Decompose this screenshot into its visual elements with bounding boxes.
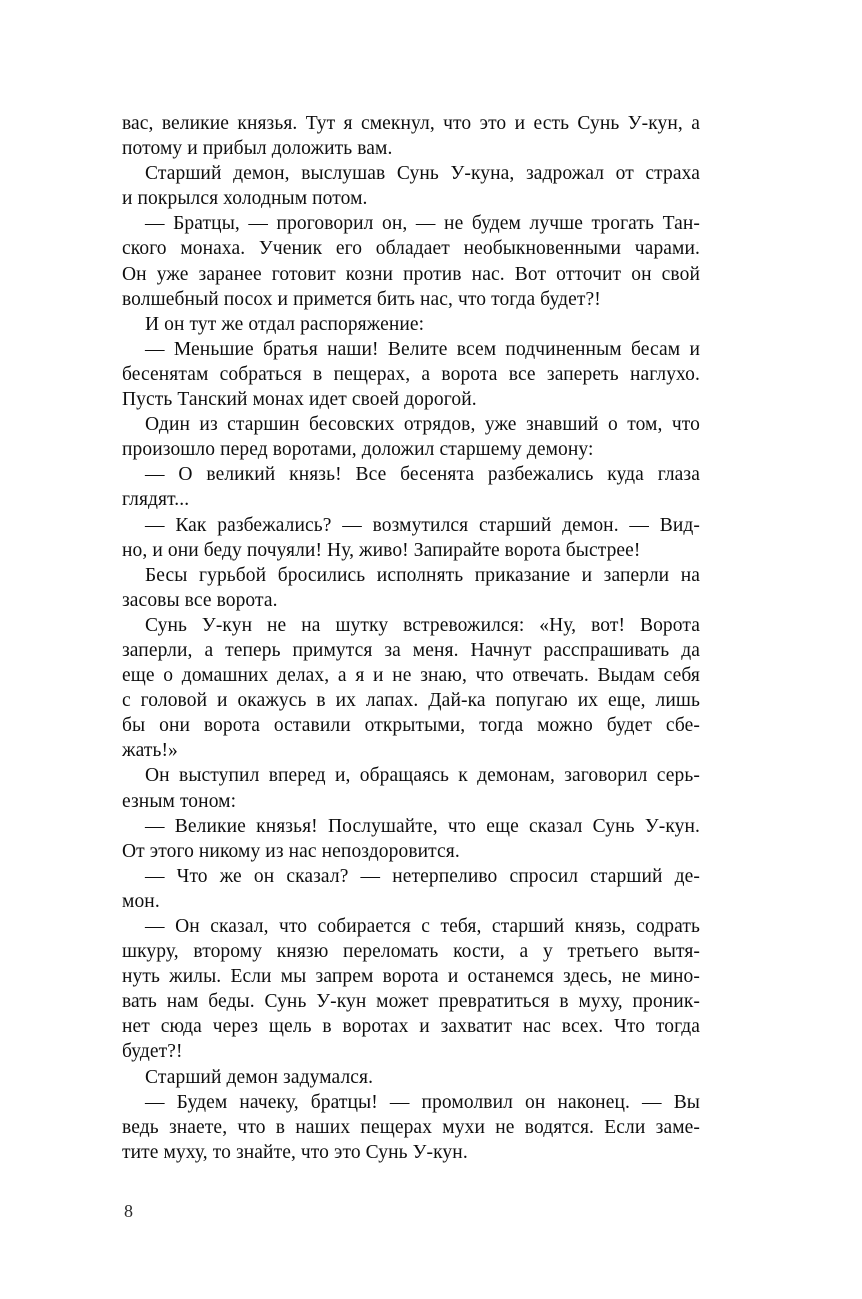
text-line: вать нам беды. Сунь У-кун может превратиться в муху, проник- xyxy=(122,991,700,1013)
text-line: произошло перед воротами, доложил старшему демону: xyxy=(122,439,594,461)
paragraph xyxy=(122,211,700,311)
text-line: глядят... xyxy=(122,489,190,511)
text-line: — Что же он сказал? — нетерпеливо спросил старший де- xyxy=(145,865,700,887)
text-line: еще о домашних делах, а я и не знаю, что отвечать. Выдам себя xyxy=(122,665,700,687)
paragraph xyxy=(122,563,700,613)
text-line: И он тут же отдал распоряжение: xyxy=(145,313,425,335)
text-line: — Меньшие братья наши! Велите всем подчиненным бесам и xyxy=(145,338,700,360)
text-line: с головой и окажусь в их лапах. Дай-ка попугаю их еще, лишь xyxy=(122,690,700,712)
text-block xyxy=(122,111,700,1165)
text-line: бы они ворота оставили открытыми, тогда можно будет сбе- xyxy=(122,715,700,737)
paragraph xyxy=(122,814,700,864)
text-line: езным тоном: xyxy=(122,790,237,812)
text-line: — Он сказал, что собирается с тебя, старший князь, содрать xyxy=(145,916,700,937)
text-line: — Братцы, — проговорил он, — не будем лучше трогать Тан- xyxy=(145,213,700,235)
paragraph xyxy=(122,513,700,563)
text-line: заперли, а теперь примутся за меня. Начнут расспрашивать да xyxy=(122,639,700,661)
text-line: нуть жилы. Если мы запрем ворота и останемся здесь, не мино- xyxy=(122,966,700,988)
text-line: Пусть Танский монах идет своей дорогой. xyxy=(122,389,477,411)
text-line: но, и они беду почуяли! Ну, живо! Запирайте ворота быстрее! xyxy=(122,539,641,561)
paragraph xyxy=(122,161,700,211)
text-line: нет сюда через щель в воротах и захватит нас всех. Что тогда xyxy=(122,1016,700,1038)
text-line: бесенятам собраться в пещерах, а ворота все запереть наглухо. xyxy=(122,363,700,385)
text-line: — Как разбежались? — возмутился старший демон. — Вид- xyxy=(145,514,700,536)
text-line: Старший демон, выслушав Сунь У-куна, задрожал от страха xyxy=(145,163,700,185)
paragraph xyxy=(122,864,700,914)
text-line: засовы все ворота. xyxy=(122,589,278,611)
text-line: мон. xyxy=(122,890,160,912)
text-line: Он выступил вперед и, обращаясь к демонам, заговорил серь- xyxy=(145,765,700,787)
text-line: — Будем начеку, братцы! — промолвил он наконец. — Вы xyxy=(145,1091,700,1113)
paragraph xyxy=(122,111,700,161)
text-line: вас, великие князья. Тут я смекнул, что это и есть Сунь У-кун, а xyxy=(122,113,700,134)
text-line: будет?! xyxy=(122,1041,183,1063)
text-line: Бесы гурьбой бросились исполнять приказание и заперли на xyxy=(145,564,700,586)
paragraph xyxy=(122,763,700,813)
text-line: — Великие князья! Послушайте, что еще сказал Сунь У-кун. xyxy=(145,815,700,837)
text-line: Старший демон задумался. xyxy=(145,1066,374,1088)
text-line: и покрылся холодным потом. xyxy=(122,188,368,210)
paragraph xyxy=(122,914,700,1065)
paragraph xyxy=(122,337,700,412)
page-number: 8 xyxy=(124,1201,133,1221)
paragraph xyxy=(122,1090,700,1165)
text-line: шкуру, второму князю переломать кости, а у третьего вытя- xyxy=(122,941,700,963)
text-line: Один из старшин бесовских отрядов, уже знавший о том, что xyxy=(145,414,700,436)
paragraph xyxy=(122,1065,700,1090)
text-line: жать!» xyxy=(122,740,178,762)
paragraph xyxy=(122,412,700,462)
text-line: Сунь У-кун не на шутку встревожился: «Ну, вот! Ворота xyxy=(145,614,700,636)
text-line: тите муху, то знайте, что это Сунь У-кун. xyxy=(122,1141,468,1163)
paragraph xyxy=(122,462,700,512)
paragraph xyxy=(122,613,700,764)
paragraph xyxy=(122,312,700,337)
text-line: ского монаха. Ученик его обладает необыкновенными чарами. xyxy=(122,238,700,260)
text-line: потому и прибыл доложить вам. xyxy=(122,138,393,160)
text-line: ведь знаете, что в наших пещерах мухи не водятся. Если заме- xyxy=(122,1116,700,1138)
text-line: От этого никому из нас непоздоровится. xyxy=(122,840,460,862)
text-line: Он уже заранее готовит козни против нас. Вот отточит он свой xyxy=(122,263,700,285)
text-line: — О великий князь! Все бесенята разбежались куда глаза xyxy=(145,464,700,486)
text-line: волшебный посох и примется бить нас, что тогда будет?! xyxy=(122,288,601,310)
